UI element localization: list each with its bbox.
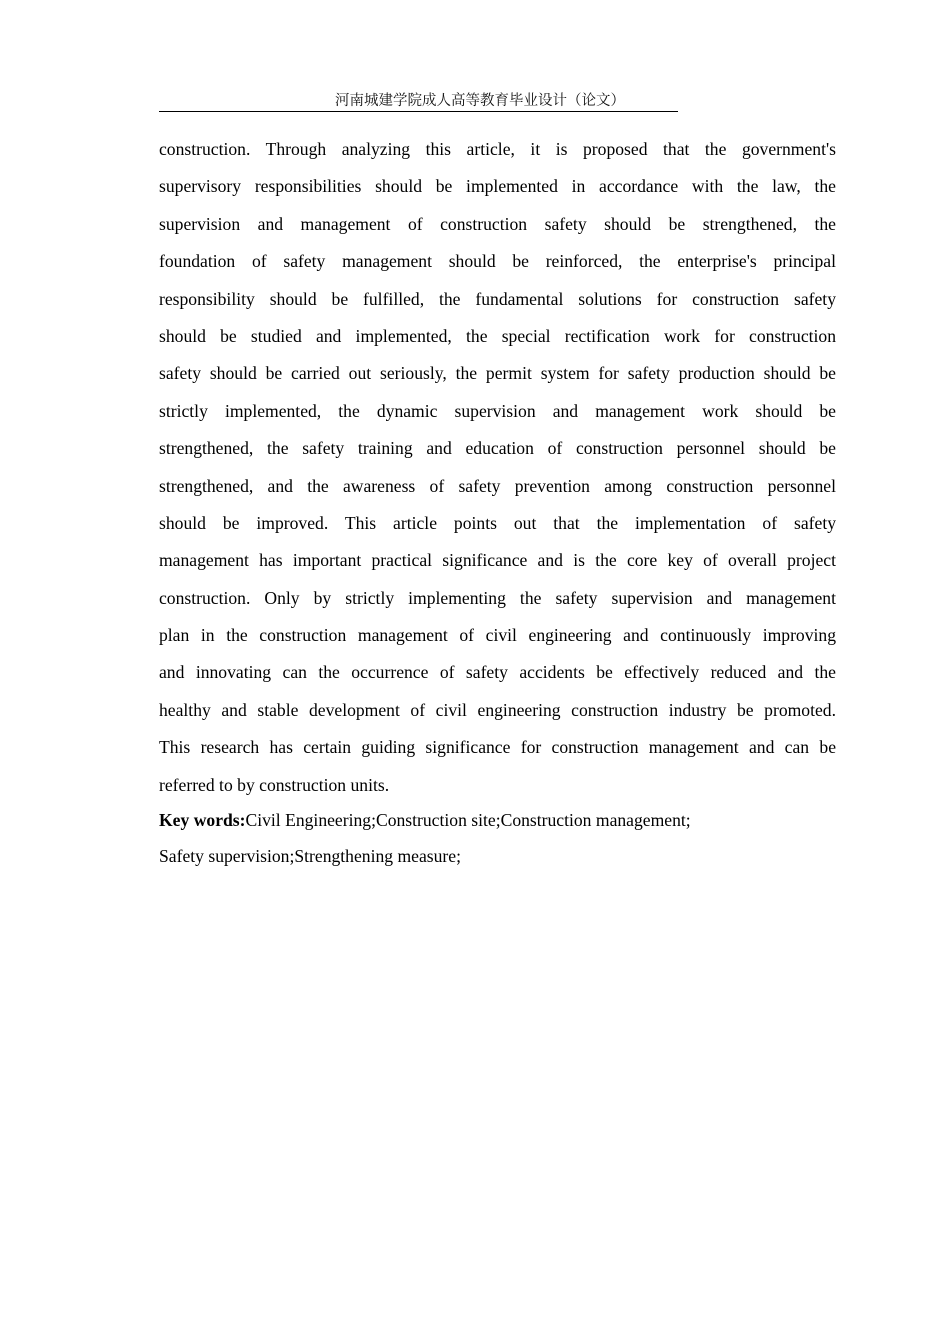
running-header-title: 河南城建学院成人高等教育毕业设计（论文） [335,93,625,109]
abstract-line: supervisory responsibilities should be implemented in accordance with the law, the [159,176,836,197]
abstract-line: foundation of safety management should be reinforced, the enterprise's principal [159,251,836,272]
keywords-line-2: Safety supervision;Strengthening measure; [159,846,461,866]
keywords-section [159,802,836,874]
running-header [159,92,678,112]
abstract-line: healthy and stable development of civil engineering construction industry be promoted. [159,699,836,720]
abstract-line: should be studied and implemented, the special rectification work for construction [159,325,836,346]
abstract-line: should be improved. This article points out that the implementation of safety [159,512,836,533]
abstract-line: referred to by construction units. [159,774,390,795]
abstract-line: This research has certain guiding significance for construction management and can be [159,737,836,758]
abstract-line: construction. Through analyzing this article, it is proposed that the government's [159,139,836,159]
abstract-line: supervision and management of construction safety should be strengthened, the [159,213,836,234]
abstract-line: safety should be carried out seriously, the permit system for safety production should be [159,363,836,384]
abstract-line: strengthened, the safety training and education of construction personnel should be [159,438,836,459]
abstract-line: responsibility should be fulfilled, the fundamental solutions for construction safety [159,288,836,309]
abstract-line: and innovating can the occurrence of safety accidents be effectively reduced and the [159,662,836,683]
abstract-line: construction. Only by strictly implementing the safety supervision and management [159,587,836,608]
keywords-line-1 [159,802,836,838]
abstract-line: strictly implemented, the dynamic supervision and management work should be [159,400,836,421]
abstract-line: strengthened, and the awareness of safety prevention among construction personnel [159,475,836,496]
keywords-list: Civil Engineering;Construction site;Construction management; [245,810,691,830]
abstract-body [159,131,836,804]
keywords-label: Key words: [159,810,246,830]
abstract-line: management has important practical significance and is the core key of overall project [159,550,836,571]
abstract-line: plan in the construction management of civil engineering and continuously improving [159,625,836,646]
